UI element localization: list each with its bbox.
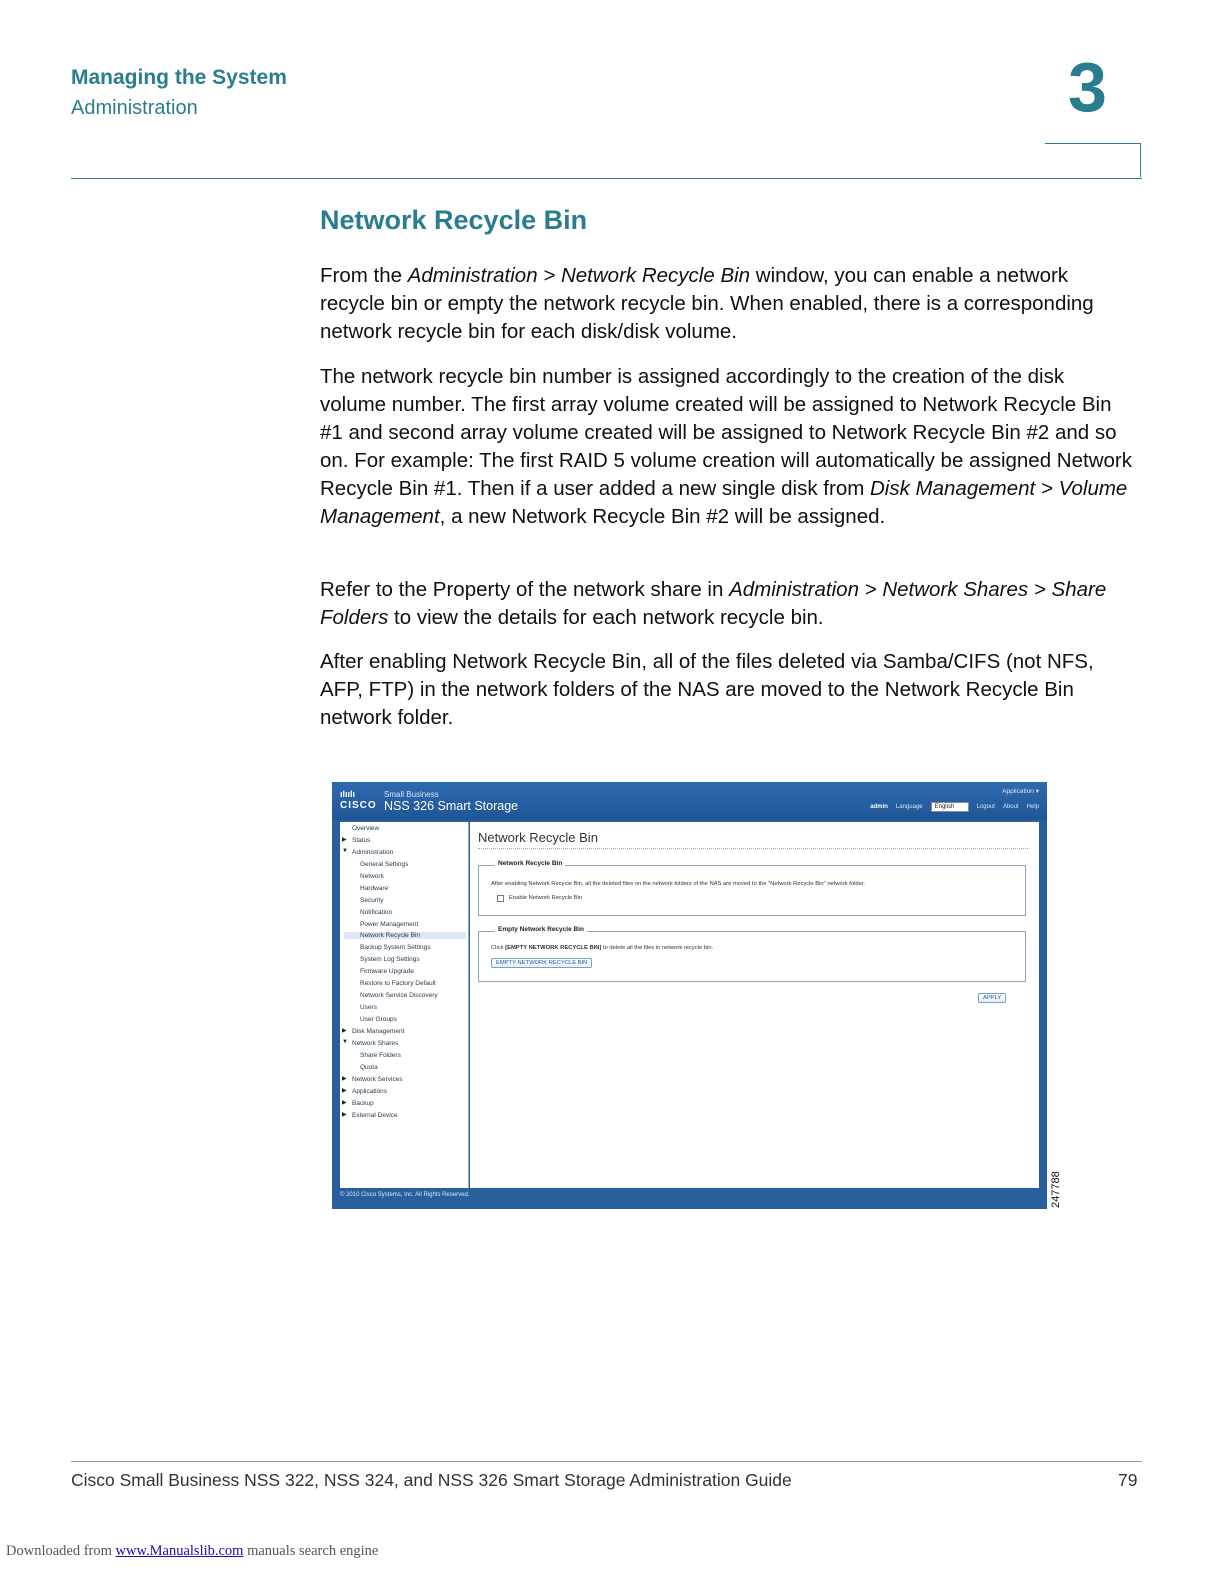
page-number: 79: [1118, 1470, 1138, 1490]
checkbox-label: Enable Network Recycle Bin: [509, 895, 583, 901]
nav-tree: [340, 822, 469, 1188]
fieldset-description: After enabling Network Recycle Bin, all the deleted files on the network folders of the NAS are moved to the "Network Recycle Bin" network folder.: [491, 881, 866, 887]
nav-item[interactable]: Security: [360, 897, 384, 904]
nav-item[interactable]: Network Services: [352, 1076, 403, 1083]
nav-item[interactable]: Notification: [360, 909, 393, 916]
section-title: Network Recycle Bin: [320, 205, 588, 235]
nav-item[interactable]: General Settings: [360, 861, 409, 868]
small-business-label: Small Business: [384, 790, 439, 799]
collapse-icon[interactable]: ▼: [342, 848, 348, 854]
product-name: NSS 326 Smart Storage: [384, 799, 519, 813]
nav-item[interactable]: Backup System Settings: [360, 944, 431, 951]
top-right-links: [870, 802, 1039, 812]
nav-item[interactable]: Power Management: [360, 921, 419, 928]
fieldset-legend: Empty Network Recycle Bin: [495, 926, 587, 933]
nav-item[interactable]: Backup: [352, 1100, 374, 1107]
fieldset-empty-recycle-bin: [478, 926, 1026, 982]
nav-item[interactable]: Firmware Upgrade: [360, 968, 414, 975]
nav-item[interactable]: Quota: [360, 1064, 378, 1071]
help-link[interactable]: Help: [1026, 804, 1039, 810]
cisco-logo: ılıılı CISCO: [340, 789, 377, 811]
collapse-icon[interactable]: ▼: [342, 1039, 348, 1045]
download-note: Downloaded from www.Manualslib.com manuals search engine: [6, 1543, 379, 1559]
copyright: © 2010 Cisco Systems, Inc. All Rights Reserved.: [340, 1192, 470, 1198]
paragraph-numbering: The network recycle bin number is assigned accordingly to the creation of the disk volume number. The first array volume created will be assigned to Network Recycle Bin #1 and second array volume created will be assigned to Network Recycle Bin #2 and so on. For example: The first RAID 5 volume creation will automatically be assigned Network Recycle Bin #1. Then if a user added a new single disk from Disk Management > Volume Management, a new Network Recycle Bin #2 will be assigned.: [320, 365, 1132, 528]
nav-item[interactable]: System Log Settings: [360, 956, 420, 963]
header-divider: [71, 178, 1142, 179]
footer-guide-title: Cisco Small Business NSS 322, NSS 324, and NSS 326 Smart Storage Administration Guide: [71, 1470, 792, 1490]
nav-item[interactable]: Network Shares: [352, 1040, 399, 1047]
fieldset-description: Click [EMPTY NETWORK RECYCLE BIN] to delete all the files in network recycle bin.: [491, 945, 714, 951]
nav-item[interactable]: Status: [352, 837, 371, 844]
nav-item[interactable]: Disk Management: [352, 1028, 405, 1035]
empty-recycle-bin-button[interactable]: EMPTY NETWORK RECYCLE BIN: [491, 958, 592, 968]
nav-item[interactable]: Overview: [352, 825, 380, 832]
nav-item[interactable]: Share Folders: [360, 1052, 401, 1059]
panel-divider: [478, 848, 1028, 850]
expand-icon[interactable]: ▶: [342, 1028, 347, 1034]
app-header: [332, 782, 1047, 820]
nav-item[interactable]: External Device: [352, 1112, 398, 1119]
fieldset-legend: Network Recycle Bin: [495, 860, 565, 867]
nav-item[interactable]: Administration: [352, 849, 394, 856]
nav-item[interactable]: Network Service Discovery: [360, 992, 438, 999]
expand-icon[interactable]: ▶: [342, 1100, 347, 1106]
ui-screenshot: [332, 782, 1047, 1209]
nav-item-selected[interactable]: Network Recycle Bin: [344, 932, 466, 939]
nav-item[interactable]: Restore to Factory Default: [360, 980, 436, 987]
language-select[interactable]: English: [931, 802, 969, 812]
application-menu[interactable]: Application ▾: [1002, 788, 1039, 795]
panel-title: Network Recycle Bin: [478, 830, 598, 845]
content-panel: [470, 822, 1039, 1188]
logout-link[interactable]: Logout: [976, 804, 995, 810]
nav-item[interactable]: Users: [360, 1004, 377, 1011]
footer-divider: [71, 1461, 1142, 1462]
expand-icon[interactable]: ▶: [342, 1088, 347, 1094]
expand-icon[interactable]: ▶: [342, 837, 347, 843]
nav-item[interactable]: Applications: [352, 1088, 388, 1095]
nav-item[interactable]: Network: [360, 873, 384, 880]
nav-item[interactable]: Hardware: [360, 885, 389, 892]
figure-number: 247788: [1050, 1171, 1062, 1208]
language-label: Language: [895, 804, 923, 810]
user-name: admin: [870, 804, 888, 810]
chapter-title: Managing the System: [71, 66, 287, 89]
nav-item[interactable]: User Groups: [360, 1016, 397, 1023]
chapter-tab-box: [1045, 143, 1141, 177]
enable-recycle-bin-checkbox[interactable]: [497, 895, 504, 902]
expand-icon[interactable]: ▶: [342, 1076, 347, 1082]
expand-icon[interactable]: ▶: [342, 1112, 347, 1118]
paragraph-property: Refer to the Property of the network share in Administration > Network Shares > Share Folders to view the details for each network recycle bin.: [320, 578, 1107, 629]
chapter-subtitle: Administration: [71, 97, 198, 119]
apply-button[interactable]: APPLY: [978, 993, 1006, 1003]
chapter-number: 3: [1068, 48, 1107, 126]
about-link[interactable]: About: [1002, 804, 1019, 810]
paragraph-after-enabling: After enabling Network Recycle Bin, all of the files deleted via Samba/CIFS (not NFS, AFP, FTP) in the network folders of the NAS are moved to the Network Recycle Bin network folder.: [320, 650, 1094, 729]
fieldset-recycle-bin: [478, 860, 1026, 916]
paragraph-intro: From the Administration > Network Recycle Bin window, you can enable a network recycle bin or empty the network recycle bin. When enabled, there is a corresponding network recycle bin for each disk/disk volume.: [320, 264, 1094, 343]
manualslib-link[interactable]: www.Manualslib.com: [115, 1543, 244, 1559]
